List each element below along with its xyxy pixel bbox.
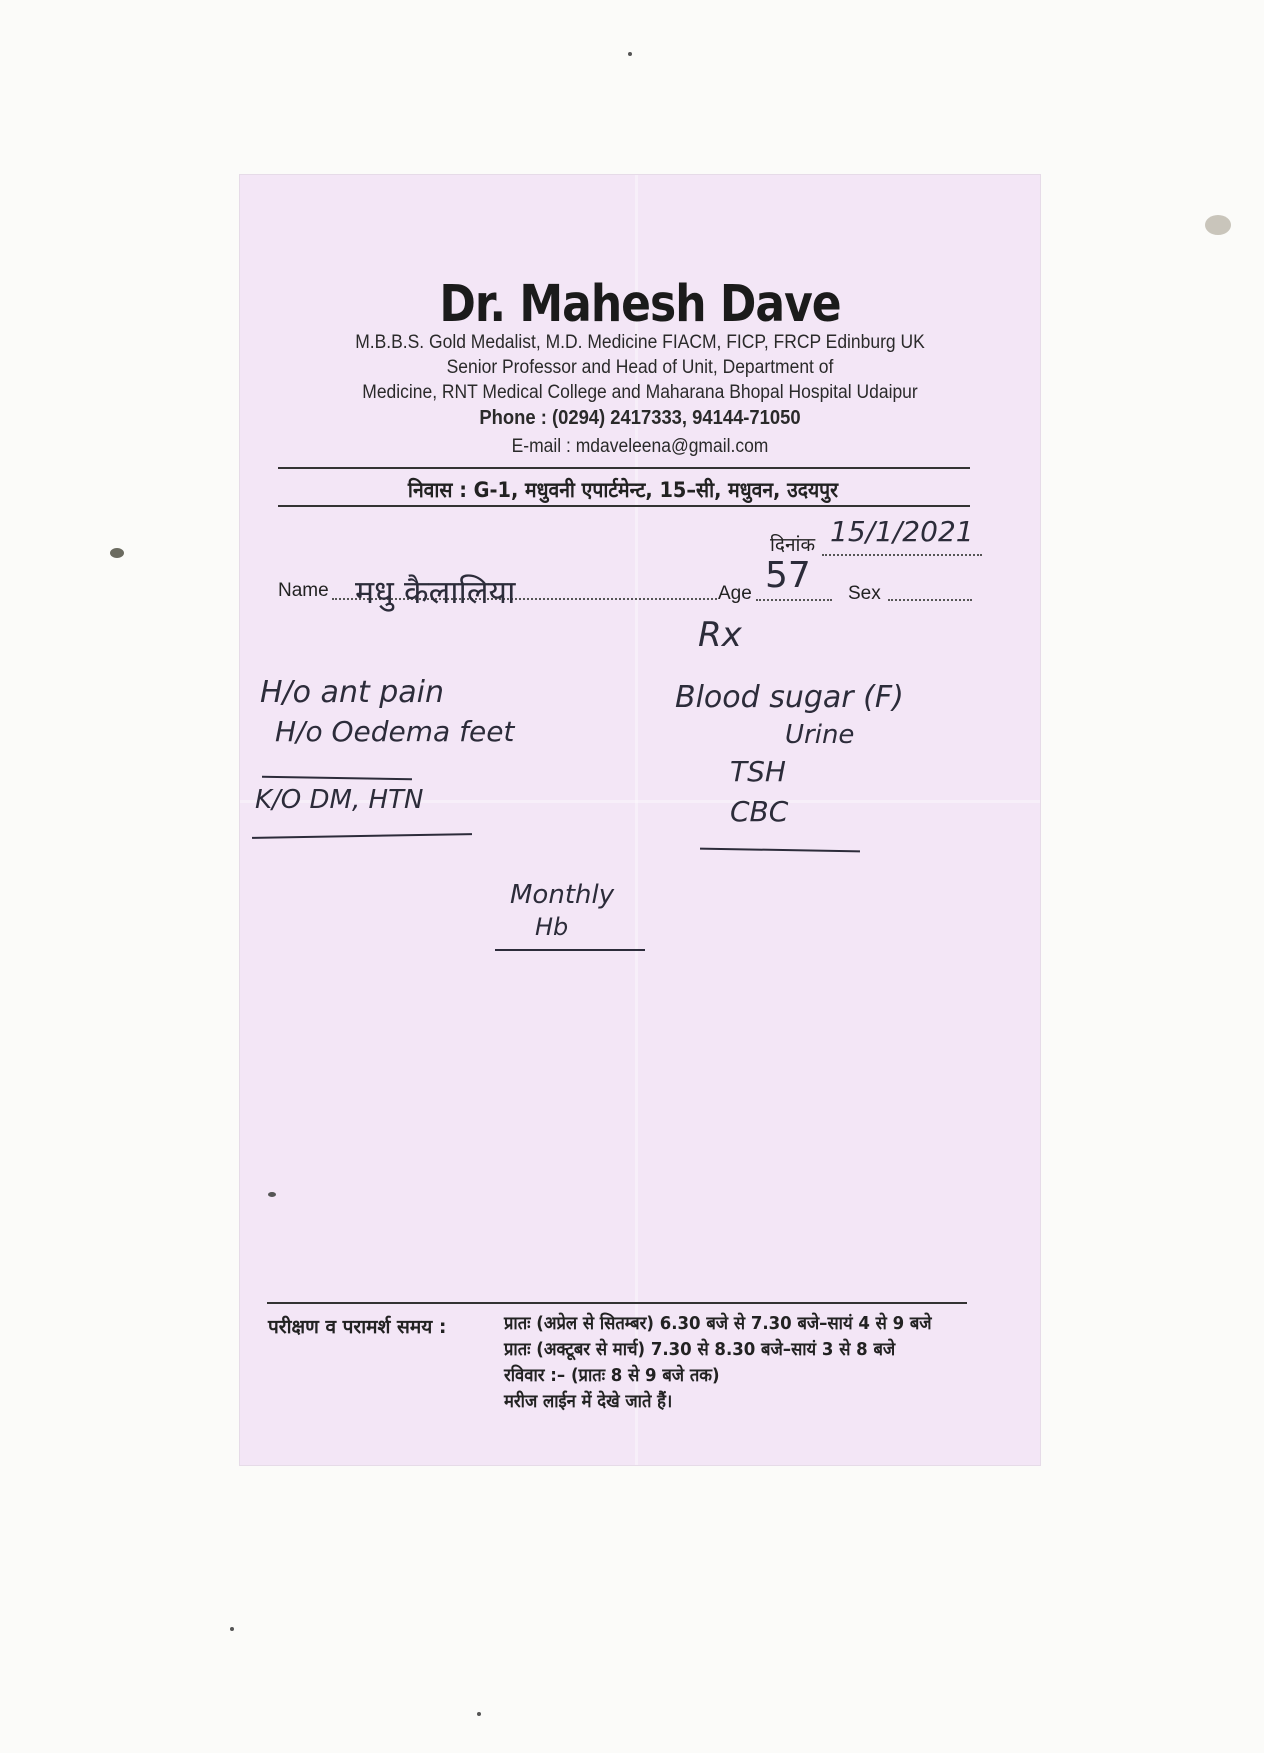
scan-speck (110, 548, 124, 558)
footer-rule (267, 1302, 967, 1304)
timing-line-2: प्रातः (अक्टूबर से मार्च) 7.30 से 8.30 बजे–सायं 3 से 8 बजे (504, 1339, 896, 1360)
phone-label: Phone : (479, 407, 547, 429)
scan-speck (268, 1192, 276, 1197)
email-line (272, 436, 1008, 458)
date-value: 15/1/2021 (830, 515, 974, 548)
consultation-times (504, 1311, 932, 1415)
email-value: mdaveleena@gmail.com (575, 436, 769, 457)
note-right-3: TSH (730, 755, 786, 788)
email-label: E-mail : (511, 436, 571, 457)
prescription-sheet (240, 175, 1040, 1465)
note-right-1: Blood sugar (F) (675, 680, 904, 715)
scan-speck (1205, 215, 1231, 235)
note-right-4: CBC (730, 795, 789, 828)
phone-value: (0294) 2417333, 94144-71050 (551, 407, 801, 429)
rx-symbol: Rx (698, 615, 742, 655)
phone-line (272, 407, 1008, 430)
doctor-position-line2: Medicine, RNT Medical College and Maharana Bhopal Hospital Udaipur (362, 382, 918, 403)
note-left-1: H/o ant pain (260, 675, 445, 710)
sex-label: Sex (848, 583, 881, 604)
timing-line-4: मरीज लाईन में देखे जाते हैं। (504, 1391, 673, 1412)
patient-age: 57 (765, 555, 811, 596)
note-left-stroke-1 (262, 776, 412, 781)
date-dotted-line (822, 553, 982, 556)
header-rule-bottom (278, 505, 970, 507)
scan-speck (628, 52, 632, 56)
date-label: दिनांक (770, 534, 816, 556)
scan-speck (230, 1627, 234, 1631)
note-center-stroke (495, 949, 645, 951)
note-right-2: Urine (785, 720, 855, 750)
patient-name: मधु कैलालिया (355, 573, 516, 611)
doctor-name: Dr. Mahesh Dave (439, 275, 841, 334)
note-left-3: K/O DM, HTN (255, 785, 424, 815)
age-label: Age (718, 583, 752, 604)
scan-speck (477, 1712, 481, 1716)
header-rule-top (278, 467, 970, 469)
name-label: Name (278, 580, 329, 601)
note-right-stroke (700, 848, 860, 853)
sex-dotted-line (888, 598, 972, 601)
doctor-position-line1: Senior Professor and Head of Unit, Department of (446, 357, 834, 378)
consultation-time-label: परीक्षण व परामर्श समय : (268, 1316, 447, 1338)
timing-line-3: रविवार :– (प्रातः 8 से 9 बजे तक) (504, 1365, 720, 1386)
age-dotted-line (756, 598, 832, 601)
residence-address: निवास : G-1, मधुवनी एपार्टमेन्ट, 15–सी, मधुवन, उदयपुर (407, 478, 839, 502)
note-left-stroke-2 (252, 833, 472, 839)
timing-line-1: प्रातः (अप्रेल से सितम्बर) 6.30 बजे से 7.30 बजे–सायं 4 से 9 बजे (504, 1313, 932, 1334)
note-center-1: Monthly (510, 880, 615, 910)
doctor-qualifications: M.B.B.S. Gold Medalist, M.D. Medicine FIACM, FICP, FRCP Edinburg UK (355, 332, 925, 353)
note-left-2: H/o Oedema feet (275, 715, 515, 748)
note-center-2: Hb (535, 913, 569, 941)
